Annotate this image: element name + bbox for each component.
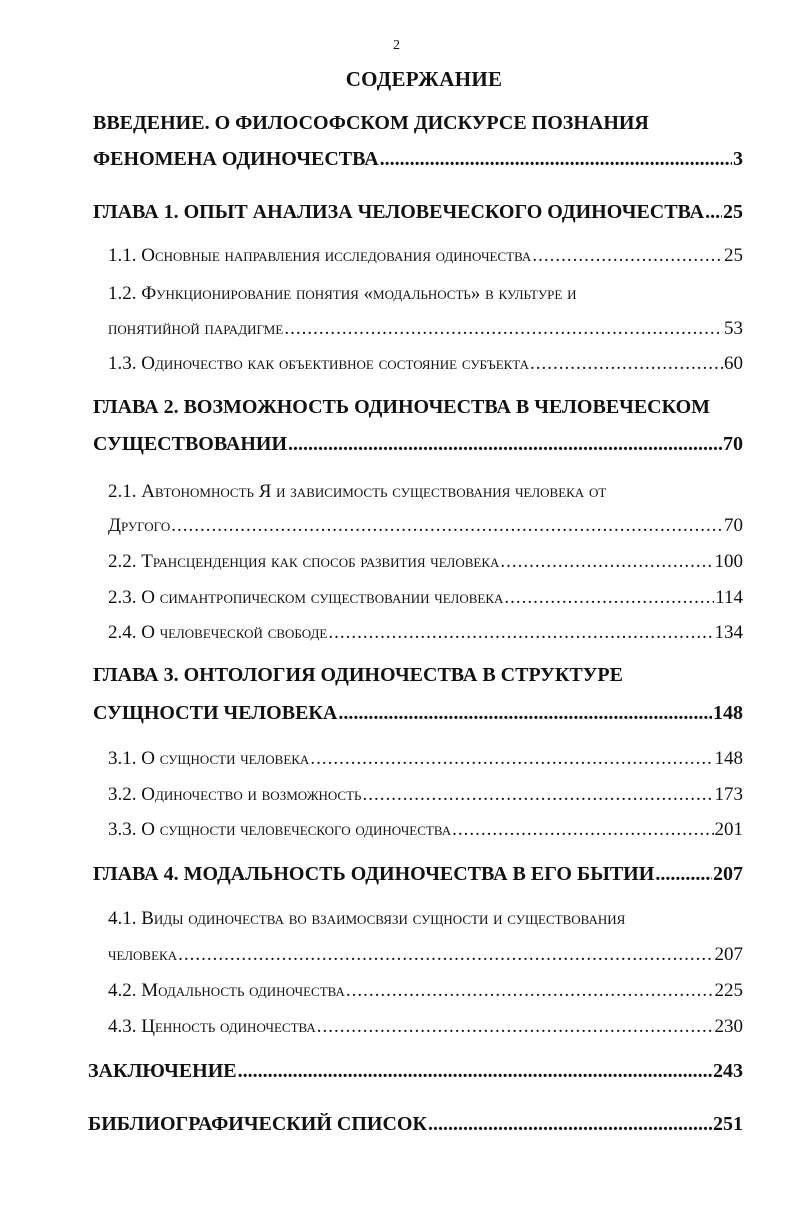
- toc-section-2-1-label-cont: Другого: [108, 515, 171, 536]
- page-number: 2: [393, 38, 400, 53]
- toc-conclusion-page: 243: [713, 1060, 743, 1082]
- toc-section-2-2[interactable]: [108, 551, 743, 573]
- toc-chapter-3-label: ГЛАВА 3. ОНТОЛОГИЯ ОДИНОЧЕСТВА В СТРУКТУРЕ: [93, 664, 623, 686]
- toc-intro-page: 3: [733, 148, 743, 170]
- dot-leader: [655, 863, 712, 886]
- toc-section-4-1-line1[interactable]: [108, 908, 743, 930]
- toc-section-1-3[interactable]: [108, 353, 743, 375]
- toc-section-3-2-label: 3.2. Одиночество и возможность: [108, 784, 362, 805]
- toc-section-2-4[interactable]: [108, 622, 743, 644]
- toc-intro-line1[interactable]: [93, 112, 743, 135]
- toc-section-1-2-line2[interactable]: [108, 318, 743, 340]
- toc-section-1-1-page: 25: [724, 245, 743, 266]
- toc-section-3-1-label: 3.1. О сущности человека: [108, 748, 310, 769]
- dot-leader: [504, 587, 714, 609]
- toc-intro-label: ВВЕДЕНИЕ. О ФИЛОСОФСКОМ ДИСКУРСЕ ПОЗНАНИЯ: [93, 112, 649, 134]
- toc-section-2-4-label: 2.4. О человеческой свободе: [108, 622, 328, 643]
- toc-section-3-3-label: 3.3. О сущности человеческого одиночества: [108, 819, 452, 840]
- toc-chapter-1[interactable]: [93, 201, 743, 224]
- toc-intro-label-cont: ФЕНОМЕНА ОДИНОЧЕСТВА: [93, 148, 379, 170]
- dot-leader: [288, 433, 722, 456]
- toc-section-4-2[interactable]: [108, 980, 743, 1002]
- toc-chapter-3-line1[interactable]: [93, 664, 743, 687]
- dot-leader: [317, 1016, 714, 1038]
- dot-leader: [328, 622, 713, 644]
- dot-leader: [532, 245, 723, 267]
- toc-section-2-1-line1[interactable]: [108, 481, 743, 503]
- toc-chapter-3-label-cont: СУЩНОСТИ ЧЕЛОВЕКА: [93, 702, 338, 724]
- toc-chapter-4-page: 207: [713, 863, 743, 885]
- toc-section-1-2-page: 53: [724, 318, 743, 339]
- toc-section-4-2-page: 225: [714, 980, 743, 1001]
- toc-section-2-2-page: 100: [714, 551, 743, 572]
- toc-chapter-2-line1[interactable]: [93, 396, 743, 419]
- toc-section-2-3-page: 114: [715, 587, 743, 608]
- dot-leader: [284, 318, 723, 340]
- toc-chapter-2-line2[interactable]: [93, 433, 743, 456]
- dot-leader: [428, 1113, 712, 1136]
- dot-leader: [171, 515, 723, 537]
- toc-title: СОДЕРЖАНИЕ: [345, 67, 503, 91]
- toc-chapter-4-label: ГЛАВА 4. МОДАЛЬНОСТЬ ОДИНОЧЕСТВА В ЕГО БЫТИИ: [93, 863, 655, 885]
- toc-section-2-1-line2[interactable]: [108, 515, 743, 537]
- toc-chapter-2-label-cont: СУЩЕСТВОВАНИИ: [93, 433, 288, 455]
- toc-section-4-3[interactable]: [108, 1016, 743, 1038]
- toc-section-4-2-label: 4.2. Модальность одиночества: [108, 980, 345, 1001]
- toc-section-2-3[interactable]: [108, 587, 743, 609]
- dot-leader: [346, 980, 714, 1002]
- toc-section-3-3-page: 201: [714, 819, 743, 840]
- toc-section-1-3-label: 1.3. Одиночество как объективное состояние субъекта: [108, 353, 529, 374]
- toc-section-2-1-page: 70: [724, 515, 743, 536]
- toc-section-4-1-label-cont: человека: [108, 944, 178, 965]
- dot-leader: [178, 944, 713, 966]
- toc-section-4-3-page: 230: [714, 1016, 743, 1037]
- toc-section-1-3-page: 60: [724, 353, 743, 374]
- toc-section-4-1-label: 4.1. Виды одиночества во взаимосвязи сущности и существования: [108, 908, 626, 929]
- toc-section-1-2-label: 1.2. Функционирование понятия «модальность» в культуре и: [108, 283, 577, 304]
- toc-bibliography-page: 251: [713, 1113, 743, 1135]
- toc-chapter-1-page: 25: [723, 201, 743, 223]
- toc-conclusion-label: ЗАКЛЮЧЕНИЕ: [88, 1060, 237, 1082]
- dot-leader: [238, 1060, 712, 1083]
- toc-section-3-2[interactable]: [108, 784, 743, 806]
- toc-section-4-1-page: 207: [714, 944, 743, 965]
- toc-section-1-2-label-cont: понятийной парадигме: [108, 318, 284, 339]
- toc-section-4-1-line2[interactable]: [108, 944, 743, 966]
- dot-leader: [530, 353, 723, 375]
- toc-bibliography[interactable]: [88, 1113, 743, 1136]
- toc-chapter-3-line2[interactable]: [93, 702, 743, 725]
- dot-leader: [362, 784, 713, 806]
- toc-section-3-1[interactable]: [108, 748, 743, 770]
- dot-leader: [380, 148, 732, 171]
- toc-section-2-2-label: 2.2. Трансценденция как способ развития человека: [108, 551, 500, 572]
- dot-leader: [310, 748, 713, 770]
- toc-intro-line2[interactable]: [93, 148, 743, 171]
- toc-section-1-1[interactable]: [108, 245, 743, 267]
- toc-section-2-1-label: 2.1. Автономность Я и зависимость существования человека от: [108, 481, 607, 502]
- dot-leader: [338, 702, 712, 725]
- toc-conclusion[interactable]: [88, 1060, 743, 1083]
- toc-section-1-1-label: 1.1. Основные направления исследования одиночества: [108, 245, 532, 266]
- toc-section-2-4-page: 134: [714, 622, 743, 643]
- dot-leader: [705, 201, 722, 224]
- toc-chapter-2-label: ГЛАВА 2. ВОЗМОЖНОСТЬ ОДИНОЧЕСТВА В ЧЕЛОВЕЧЕСКОМ: [93, 396, 711, 418]
- dot-leader: [452, 819, 713, 841]
- toc-section-2-3-label: 2.3. О симантропическом существовании человека: [108, 587, 504, 608]
- toc-section-1-2-line1[interactable]: [108, 283, 743, 305]
- toc-bibliography-label: БИБЛИОГРАФИЧЕСКИЙ СПИСОК: [88, 1113, 427, 1135]
- toc-section-3-1-page: 148: [714, 748, 743, 769]
- toc-chapter-3-page: 148: [713, 702, 743, 724]
- dot-leader: [500, 551, 713, 573]
- toc-chapter-1-label: ГЛАВА 1. ОПЫТ АНАЛИЗА ЧЕЛОВЕЧЕСКОГО ОДИНОЧЕСТВА: [93, 201, 705, 223]
- toc-chapter-2-page: 70: [723, 433, 743, 455]
- toc-chapter-4[interactable]: [93, 863, 743, 886]
- toc-section-4-3-label: 4.3. Ценность одиночества: [108, 1016, 316, 1037]
- toc-section-3-2-page: 173: [714, 784, 743, 805]
- toc-section-3-3[interactable]: [108, 819, 743, 841]
